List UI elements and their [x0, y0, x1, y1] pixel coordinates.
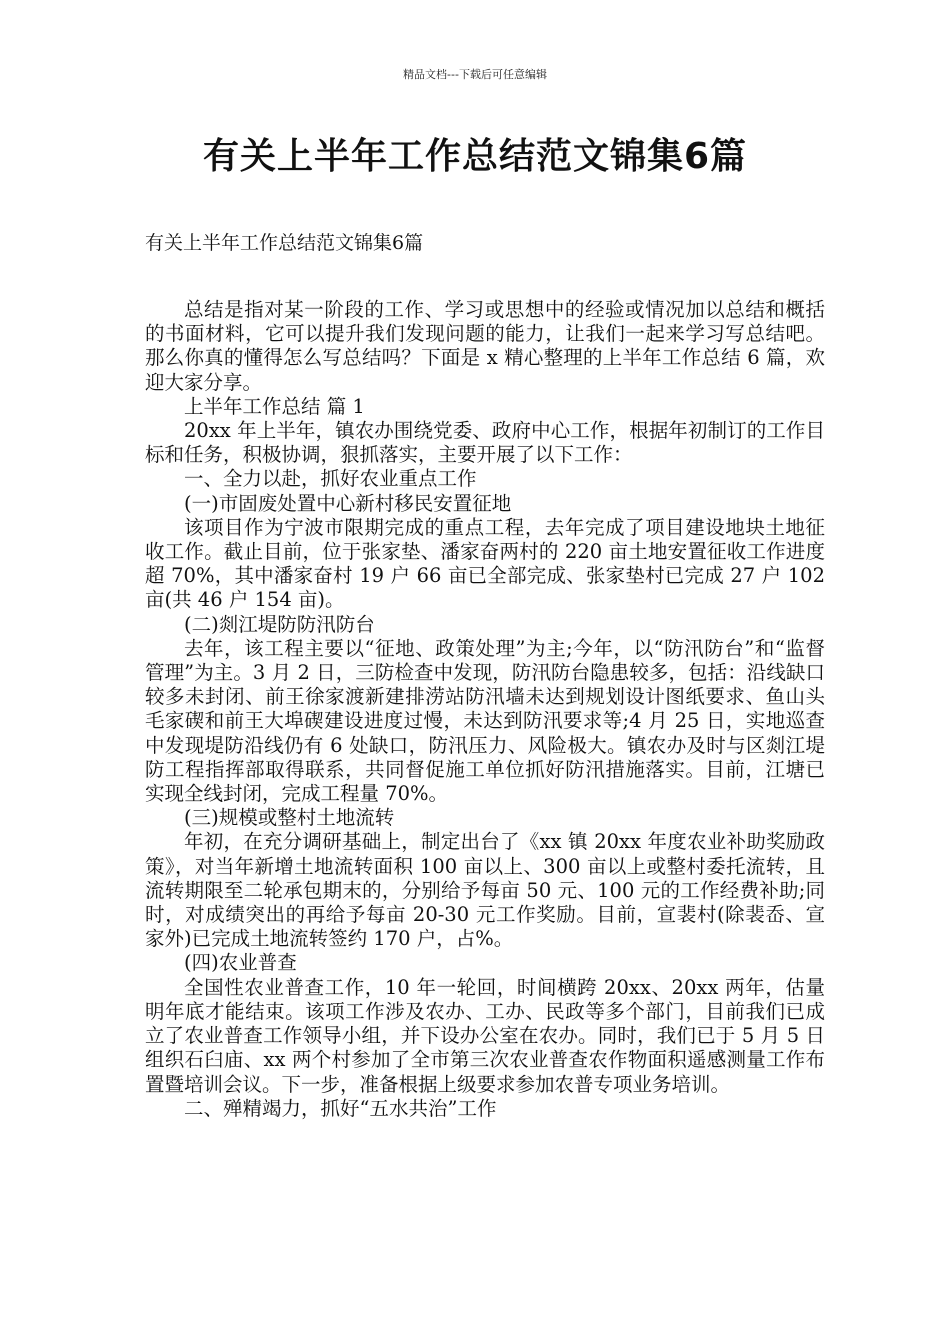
subsection-heading: (三)规模或整村土地流转 — [184, 806, 395, 830]
subsection-heading: (四)农业普查 — [184, 951, 297, 975]
paragraph: 全国性农业普查工作，10 年一轮回，时间横跨 20xx、20xx 两年，估量明年底才能结束。该项工作涉及农办、工办、民政等多个部门，目前我们已成立了农业普查工作领导小组，并下设办公室在农办。同时，我们已于 5 月 5 日组织石臼庙、xx 两个村参加了全市第三次农业普查农作物面积遥感测量工作布置暨培训会议。下一步，准备根据上级要求参加农普专项业务培训。 — [145, 975, 825, 1096]
section-heading: 一、全力以赴，抓好农业重点工作 — [184, 467, 477, 491]
page-header-note: 精品文档---下载后可任意编辑 — [403, 68, 547, 81]
document-subtitle: 有关上半年工作总结范文锦集6篇 — [145, 232, 424, 254]
section-heading: 二、殚精竭力，抓好“五水共治”工作 — [184, 1096, 497, 1120]
paragraph: 20xx 年上半年，镇农办围绕党委、政府中心工作，根据年初制订的工作目标和任务，积极协调，狠抓落实，主要开展了以下工作： — [145, 419, 825, 467]
subsection-heading: (一)市固废处置中心新村移民安置征地 — [184, 491, 512, 515]
document-title: 有关上半年工作总结范文锦集6篇 — [202, 136, 748, 177]
document-body — [145, 298, 825, 1121]
paragraph-intro: 总结是指对某一阶段的工作、学习或思想中的经验或情况加以总结和概括的书面材料，它可以提升我们发现问题的能力，让我们一起来学习写总结吧。那么你真的懂得怎么写总结吗？下面是 x 精心整理的上半年工作总结 6 篇，欢迎大家分享。 — [145, 298, 825, 394]
section-heading-part1: 上半年工作总结 篇 1 — [184, 394, 365, 418]
paragraph: 去年，该工程主要以“征地、政策处理”为主;今年，以“防汛防台”和“监督管理”为主。3 月 2 日，三防检查中发现，防汛防台隐患较多，包括：沿线缺口较多未封闭、前王徐家渡新建排涝站防汛墙未达到规划设计图纸要求、鱼山头毛家碶和前王大埠碶建设进度过慢，未达到防汛要求等;4 月 25 日，实地巡查中发现堤防沿线仍有 6 处缺口，防汛压力、风险极大。镇农办及时与区剡江堤防工程指挥部取得联系，共同督促施工单位抓好防汛措施落实。目前，江塘已实现全线封闭，完成工程量 70%。 — [145, 636, 825, 806]
paragraph: 年初，在充分调研基础上，制定出台了《xx 镇 20xx 年度农业补助奖励政策》，对当年新增土地流转面积 100 亩以上、300 亩以上或整村委托流转，且流转期限至二轮承包期末的，分别给予每亩 50 元、100 元的工作经费补助;同时，对成绩突出的再给予每亩 20-30 元工作奖励。目前，宣裴村(除裴岙、宣家外)已完成土地流转签约 170 户，占%。 — [145, 830, 825, 951]
subsection-heading: (二)剡江堤防防汛防台 — [184, 612, 375, 636]
paragraph: 该项目作为宁波市限期完成的重点工程，去年完成了项目建设地块土地征收工作。截止目前，位于张家垫、潘家奋两村的 220 亩土地安置征收工作进度超 70%，其中潘家奋村 19 户 66 亩已全部完成、张家垫村已完成 27 户 102 亩(共 46 户 154 亩)。 — [145, 515, 825, 612]
